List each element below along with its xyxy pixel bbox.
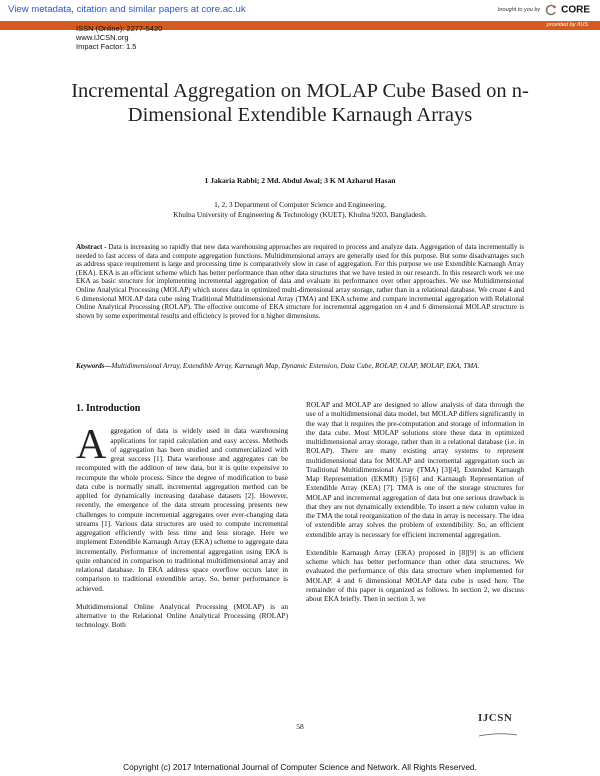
abstract-label: Abstract - bbox=[76, 243, 109, 251]
intro-paragraph-4: Extendible Karnaugh Array (EKA) proposed in [8][9] is an efficient scheme which has better performance than other data structures. We evaluated the performance of this data structure when implemented for MOLAP. 4 and 6 dimensional MOLAP data cube is used here. The remainder of this paper is organized as follows. In section 2, we discuss about EKA briefly. Then in section 3, we bbox=[306, 547, 524, 603]
issn-line: ISSN (Online): 2277-5420 bbox=[76, 24, 163, 33]
affiliation-department: 1, 2, 3 Department of Computer Science and Engineering, bbox=[214, 200, 386, 209]
affiliation-institution: Khulna University of Engineering & Technology (KUET), Khulna 9203, Bangladesh. bbox=[173, 210, 427, 219]
core-brand[interactable] bbox=[498, 1, 590, 19]
page-number: 58 bbox=[296, 722, 304, 731]
right-column bbox=[306, 400, 524, 612]
abstract-text: Data is increasing so rapidly that new data warehousing approaches are required to process and analyze data. Aggregation of data incrementally is needed to fast access of data and compute aggregation functions. Multidimensional arrays are generally used for this purpose. But some disadvantages such as address space requirement is large and processing time is comparatively slow in case of aggregation. For this purpose we use Extendible Karnaugh Array (EKA). EKA is an efficient scheme which has better performance than other data structures that we have tested in our research. In this research work we use EKA as basic structure for implementing incremental aggregation of data and evaluate its performance over other approaches. We use Multidimensional Online Analytical Processing (MOLAP) which stores data in optimized multi-dimensional array storage, rather than in a relational database. We create 4 and 6 dimensional MOLAP data cube using Traditional Multidimensional Array (TMA) and EKA scheme and compare incremental aggregation with Relational Online Analytical Processing (ROLAP). The effective outcome of EKA structure for incremental aggregation on 4 and 6 dimensional MOLAP structure is shown by some experimental results and efficiency is proved for n higher dimensions. bbox=[76, 243, 524, 320]
publisher-swoosh-icon bbox=[478, 732, 518, 737]
view-metadata-link[interactable]: View metadata, citation and similar papers at core.ac.uk bbox=[8, 4, 246, 15]
journal-info bbox=[76, 24, 162, 52]
intro-paragraph-3: ROLAP and MOLAP are designed to allow analysis of data through the use of a multidimensional data model, but MOLAP differs significantly in the way that it requires the pre-computation and storage of information in the data cube. Most MOLAP solutions store these data in optimized multidimensional array storage, rather than in a relational database (i.e. in ROLAP). There are many existing array systems to represent multidimensional data for MOLAP and incremental aggregation such as Traditional Multidimensional Array (TMA) [3][4], Extended Karnaugh Map Representation (EKMR) [5][6] and Karnaugh Representation of Extendible Array (KEA) [7]. TMA is one of the storage structures for MOLAP and incremental aggregation of data but one serious drawback is that they are not dynamically extendible. To insert a new column value in the TMA the total reorganization of the data in array is necessary. The idea of extendible array solves the problem of extendibility. So, an efficient extendible array is necessary for efficient incremental aggregation. bbox=[306, 400, 524, 539]
abstract bbox=[76, 243, 524, 320]
impact-factor: Impact Factor: 1.5 bbox=[76, 42, 137, 52]
core-logo-icon bbox=[545, 4, 557, 16]
brought-by-label: brought to you by bbox=[497, 6, 541, 13]
drop-cap: A bbox=[76, 422, 107, 469]
provided-by-label: provided by IIUS bbox=[546, 22, 588, 28]
keywords bbox=[76, 362, 524, 371]
intro-paragraph-2: Multidimensional Online Analytical Processing (MOLAP) is an alternative to the Relational Online Analytical Processing (ROLAP) technology. Both bbox=[76, 601, 288, 630]
intro-paragraph-1 bbox=[76, 422, 288, 593]
publisher-logo-text: IJCSN bbox=[478, 712, 513, 724]
publisher-logo bbox=[478, 712, 538, 736]
section-heading-introduction: 1. Introduction bbox=[76, 403, 141, 414]
core-name: CORE bbox=[561, 4, 590, 16]
keywords-text: Multidimensional Array, Extendible Array, Karnaugh Map, Dynamic Extension, Data Cube, ROLAP, OLAP, MOLAP, EKA, TMA. bbox=[111, 362, 480, 370]
author-list: 1 Jakaria Rabbi; 2 Md. Abdul Awal; 3 K M Azharul Hasan bbox=[204, 176, 396, 185]
affiliation bbox=[100, 200, 500, 220]
keywords-label: Keywords— bbox=[76, 362, 112, 370]
copyright-footer: Copyright (c) 2017 International Journal of Computer Science and Network. All Rights Reserved. bbox=[123, 762, 477, 772]
top-banner bbox=[0, 0, 600, 21]
intro-paragraph-1-text: ggregation of data is widely used in data warehousing applications for rapid calculation and easy access. Methods of aggregation has been studied and commercialized with great success [1]. Data warehouse and aggregates can be recomputed with the addition of new data, but it is quite expensive to recompute the whole process. Since the degree of modification to base data cube is normally small, incremental aggregation method can be applied for dynamically increasing database datasets [2]. However, recently, the emergence of the data stream processing presents new challenges to compute incremental aggregates over ever-changing data streams [1]. Various data structures are used to compute incremental aggregation efficiently with less time and less storage. Here we implement Extendible Karnaugh Array (EKA) scheme to aggregate data incrementally. Performance of incremental aggregation using EKA is quite enhanced in comparison to traditional multidimensional array and relational database. In EKA address space overflow occurs later in comparison to traditional extendible array. So, better performance is achieved. bbox=[76, 426, 288, 593]
paper-title: Incremental Aggregation on MOLAP Cube Based on n-Dimensional Extendible Karnaugh Arrays bbox=[71, 80, 529, 126]
journal-site: www.IJCSN.org bbox=[76, 33, 129, 43]
left-column bbox=[76, 400, 288, 639]
